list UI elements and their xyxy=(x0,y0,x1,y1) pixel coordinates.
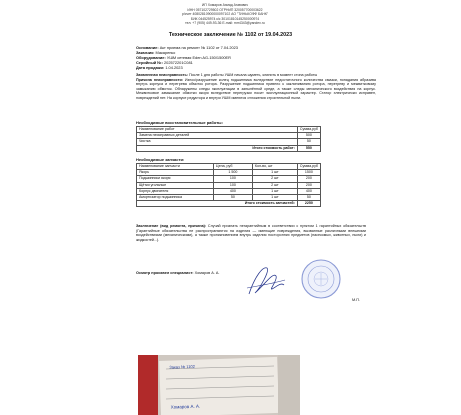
part-qty: 2 шт xyxy=(252,176,297,182)
part-sum: 200 xyxy=(297,176,320,182)
parts-table xyxy=(136,163,321,207)
part-sum: 1500 xyxy=(297,170,320,176)
serial-value: 202572201C081 xyxy=(164,60,193,65)
part-price: 100 xyxy=(213,182,252,188)
works-total-value: 550 xyxy=(297,145,320,151)
part-qty: 1 шт xyxy=(252,188,297,194)
parts-total-label: Итого стоимость запчастей: xyxy=(137,201,298,207)
part-sum: 50 xyxy=(297,194,320,200)
specialist-name: Хомаров А. А. xyxy=(194,271,220,275)
fault-explanation-text: Разрушение подшипника привело к заклиниванию ротора, перегреву и межвитковому замыканию обмоток. Обнаружены следы эксплуатации в запылённой среде, а также следы механического воздействия на корпус. Межвитковое замыкание обмотки якоря вследствие перегрузки носит эксплуатационный характер. Статор электрически исправен, повреждений нет. На корпусе редуктора и внутри УШМ имеются отложения строительной пыли. xyxy=(136,82,376,100)
basis-label: Основание: xyxy=(136,45,159,50)
customer-label: Заказчик: xyxy=(136,50,155,55)
work-sum: 500 xyxy=(297,133,320,139)
parts-total-value: 2250 xyxy=(297,201,320,207)
handwritten-signature xyxy=(243,258,288,302)
work-name: Замена неисправных деталей xyxy=(137,133,298,139)
parts-total-row xyxy=(137,201,321,207)
parts-col-sum: Сумма,руб xyxy=(297,164,320,170)
parts-col-name: Наименование запчасти xyxy=(137,164,214,170)
sale-date-label: Дата продажи: xyxy=(136,65,165,70)
fault-description xyxy=(136,73,376,101)
works-col-name: Наименование работ xyxy=(137,127,298,133)
part-name: Подшипники якоря xyxy=(137,176,214,182)
part-sum: 400 xyxy=(297,188,320,194)
work-sum: 50 xyxy=(297,139,320,145)
basis-value: Акт приема на ремонт № 1102 от 7.04.2023 xyxy=(159,45,238,50)
label-photo-image xyxy=(138,355,300,415)
photo-text-1: Заказ № 1102 xyxy=(169,363,196,370)
round-stamp xyxy=(300,258,342,300)
fault-reason-label: Причина неисправности: xyxy=(136,77,183,82)
sale-date-value: 1.04.2023 xyxy=(165,65,183,70)
company-contacts: тел. +7 (905) 449-93-36 E-mail: mrr4343@yandex.ru xyxy=(185,21,265,26)
works-heading: Необходимые восстановительные работы: xyxy=(136,120,223,125)
serial-label: Серийный №: xyxy=(136,60,163,65)
part-qty: 1 шт xyxy=(252,170,297,176)
conclusion-label: Заключение (вид ремонта, причина): xyxy=(136,224,207,228)
company-bik: БИК 044525974 к/с 30101810145250000974 xyxy=(190,16,260,21)
conclusion xyxy=(136,224,366,242)
part-qty: 1 шт xyxy=(252,194,297,200)
document-title: Техническое заключение № 1102 от 19.04.2023 xyxy=(168,32,293,38)
declared-fault-label: Заявленная неисправность: xyxy=(136,73,188,77)
parts-heading: Необходимые запчасти: xyxy=(136,157,185,162)
part-name: Амортизатор подшипника xyxy=(137,194,214,200)
photo-text-2: Хомаров А. А. xyxy=(170,403,201,410)
works-total-label: Итого стоимость работ: xyxy=(137,145,298,151)
company-name: ИП Хомаров Ахмад Агавович xyxy=(201,3,249,7)
part-name: Корпус двигателя xyxy=(137,188,214,194)
parts-col-price: Цена, руб xyxy=(213,164,252,170)
part-price: 50 xyxy=(213,194,252,200)
company-inn: ИНН 057102729502 ОГРНИП 320057700003622 xyxy=(187,7,263,12)
part-name: Якорь xyxy=(137,170,214,176)
works-total-row xyxy=(137,145,321,151)
equipment-value: УШМ сетевая Eden AG-150/1500ER xyxy=(166,55,231,60)
parts-col-qty: Кол-во, шт xyxy=(252,164,297,170)
part-qty: 2 шт xyxy=(252,182,297,188)
customer-value: Макаренко xyxy=(155,50,176,55)
part-name: Щётки угольные xyxy=(137,182,214,188)
declared-fault-text: После 1 дня работы УШМ начала шуметь, клинить в момент стопа работы xyxy=(188,73,318,77)
part-price: 100 xyxy=(213,176,252,182)
part-sum: 200 xyxy=(297,182,320,188)
label-photo xyxy=(138,355,300,415)
specialist-signature-line xyxy=(136,271,220,275)
work-name: Чистка xyxy=(137,139,298,145)
part-price: 1 500 xyxy=(213,170,252,176)
document-meta xyxy=(136,45,376,70)
fault-reason-text: Износ/разрушение колец подшипника вследствие недостаточного количества смазки, попадания абразива внутрь корпуса и перегрева обмоток ротора. xyxy=(136,77,376,87)
equipment-label: Оборудование: xyxy=(136,55,166,60)
part-price: 400 xyxy=(213,188,252,194)
stamp-place-label: М.П. xyxy=(352,298,361,302)
company-account: р/счет 40802810900000097102 АО "ТИНЬКОФФ БАНК" xyxy=(181,12,269,17)
conclusion-text: Случай признать негарантийным в соответствии с пунктом 1 гарантийных обязательств (Гарантийные обязательства не распространяются на изделия — имеющие повреждения, вызванные различными внешними воздействиями (механическими), а также проникновением внутрь изделия посторонних предметов (насекомых, животных, пыли) и жидкостей...). xyxy=(136,224,366,242)
specialist-label: Осмотр произвел специалист: xyxy=(136,271,194,275)
company-header xyxy=(150,3,300,26)
works-col-sum: Сумма,руб xyxy=(297,127,320,133)
works-table xyxy=(136,126,321,152)
